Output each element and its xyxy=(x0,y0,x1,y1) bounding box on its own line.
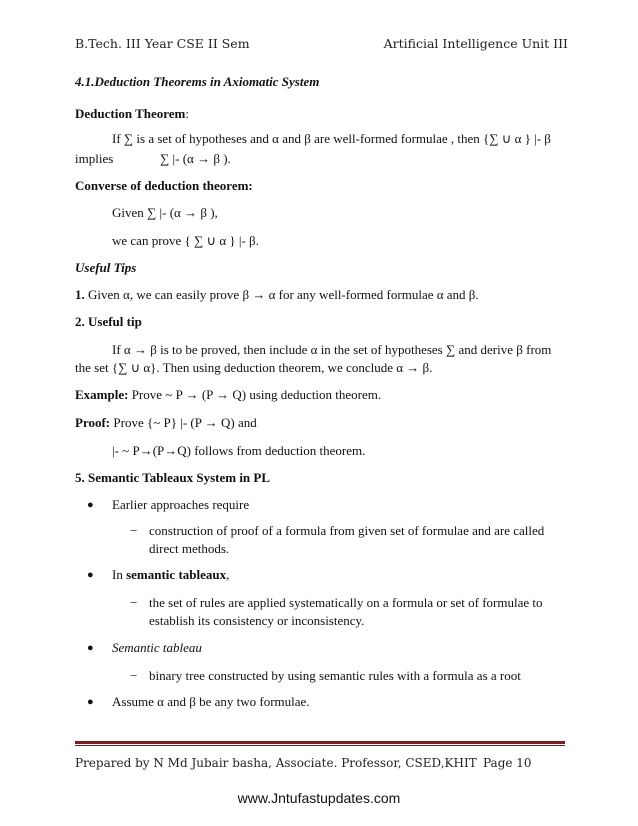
bullet-icon: ● xyxy=(87,499,94,511)
proof xyxy=(75,414,257,431)
bullet-icon: ● xyxy=(87,569,94,581)
section-title: 4.1.Deduction Theorems in Axiomatic System xyxy=(75,74,320,89)
useful-tips-heading: Useful Tips xyxy=(75,260,137,275)
tip-2-heading: 2. Useful tip xyxy=(75,314,142,329)
site-url[interactable]: www.Jntufastupdates.com xyxy=(237,790,401,806)
deduction-colon: : xyxy=(185,106,190,121)
dash-icon: − xyxy=(130,595,138,610)
converse-prove: we can prove { ∑ ∪ α } |- β. xyxy=(112,233,259,248)
example-text: Prove ~ P → (P → Q) using deduction theorem. xyxy=(128,387,382,402)
bullet-4-text: Assume α and β be any two formulae. xyxy=(112,694,310,709)
page-number: Page 10 xyxy=(483,756,532,770)
deduction-line-1: If ∑ is a set of hypotheses and α and β are well-formed formulae , then {∑ ∪ α } |- β xyxy=(112,131,551,146)
proof-text: Prove {~ P} |- (P → Q) and xyxy=(110,415,257,430)
example xyxy=(75,386,381,403)
tip-1-number: 1. xyxy=(75,287,85,302)
footer-rule-thin xyxy=(75,745,565,746)
deduction-line-2a: implies xyxy=(75,151,114,166)
proof-line-2: |- ~ P→(P→Q) follows from deduction theorem. xyxy=(112,443,366,458)
bullet-2-sub-line-1: the set of rules are applied systematically on a formula or set of formulae to xyxy=(149,595,543,610)
converse-heading: Converse of deduction theorem: xyxy=(75,178,253,193)
bullet-1-text: Earlier approaches require xyxy=(112,497,250,512)
deduction-line-2b: ∑ |- (α → β ). xyxy=(160,151,231,166)
example-label: Example: xyxy=(75,387,129,402)
bullet-1-sub-line-1: construction of proof of a formula from given set of formulae and are called xyxy=(149,523,545,538)
bullet-icon: ● xyxy=(87,696,94,708)
tip-1 xyxy=(75,286,479,303)
bullet-2-text xyxy=(112,566,229,583)
tip-2-line-2: the set {∑ ∪ α}. Then using deduction theorem, we conclude α → β. xyxy=(75,360,433,375)
footer-credit: Prepared by N Md Jubair basha, Associate. Professor, CSED,KHIT xyxy=(75,756,477,770)
bullet-2-prefix: In xyxy=(112,567,127,582)
deduction-heading: Deduction Theorem xyxy=(75,106,186,121)
bullet-1-sub-line-2: direct methods. xyxy=(149,541,230,556)
bullet-2-suffix: , xyxy=(226,567,230,582)
bullet-3-text: Semantic tableau xyxy=(112,640,202,655)
section-5-heading: 5. Semantic Tableaux System in PL xyxy=(75,470,271,485)
bullet-2-sub-line-2: establish its consistency or inconsistency. xyxy=(149,613,365,628)
proof-label: Proof: xyxy=(75,415,111,430)
header-right: Artificial Intelligence Unit III xyxy=(383,36,568,51)
tip-2-line-1: If α → β is to be proved, then include α in the set of hypotheses ∑ and derive β from xyxy=(112,342,552,357)
header-left: B.Tech. III Year CSE II Sem xyxy=(75,36,250,51)
bullet-icon: ● xyxy=(87,642,94,654)
bullet-3-sub-line-1: binary tree constructed by using semantic rules with a formula as a root xyxy=(149,668,521,683)
dash-icon: − xyxy=(130,523,138,538)
deduction-heading-line xyxy=(75,105,189,122)
tip-1-text: Given α, we can easily prove β → α for any well-formed formulae α and β. xyxy=(84,287,479,302)
footer-rule-thick xyxy=(75,741,565,744)
dash-icon: − xyxy=(130,668,138,683)
bullet-2-bold: semantic tableaux xyxy=(126,567,227,582)
converse-given: Given ∑ |- (α → β ), xyxy=(112,205,218,220)
